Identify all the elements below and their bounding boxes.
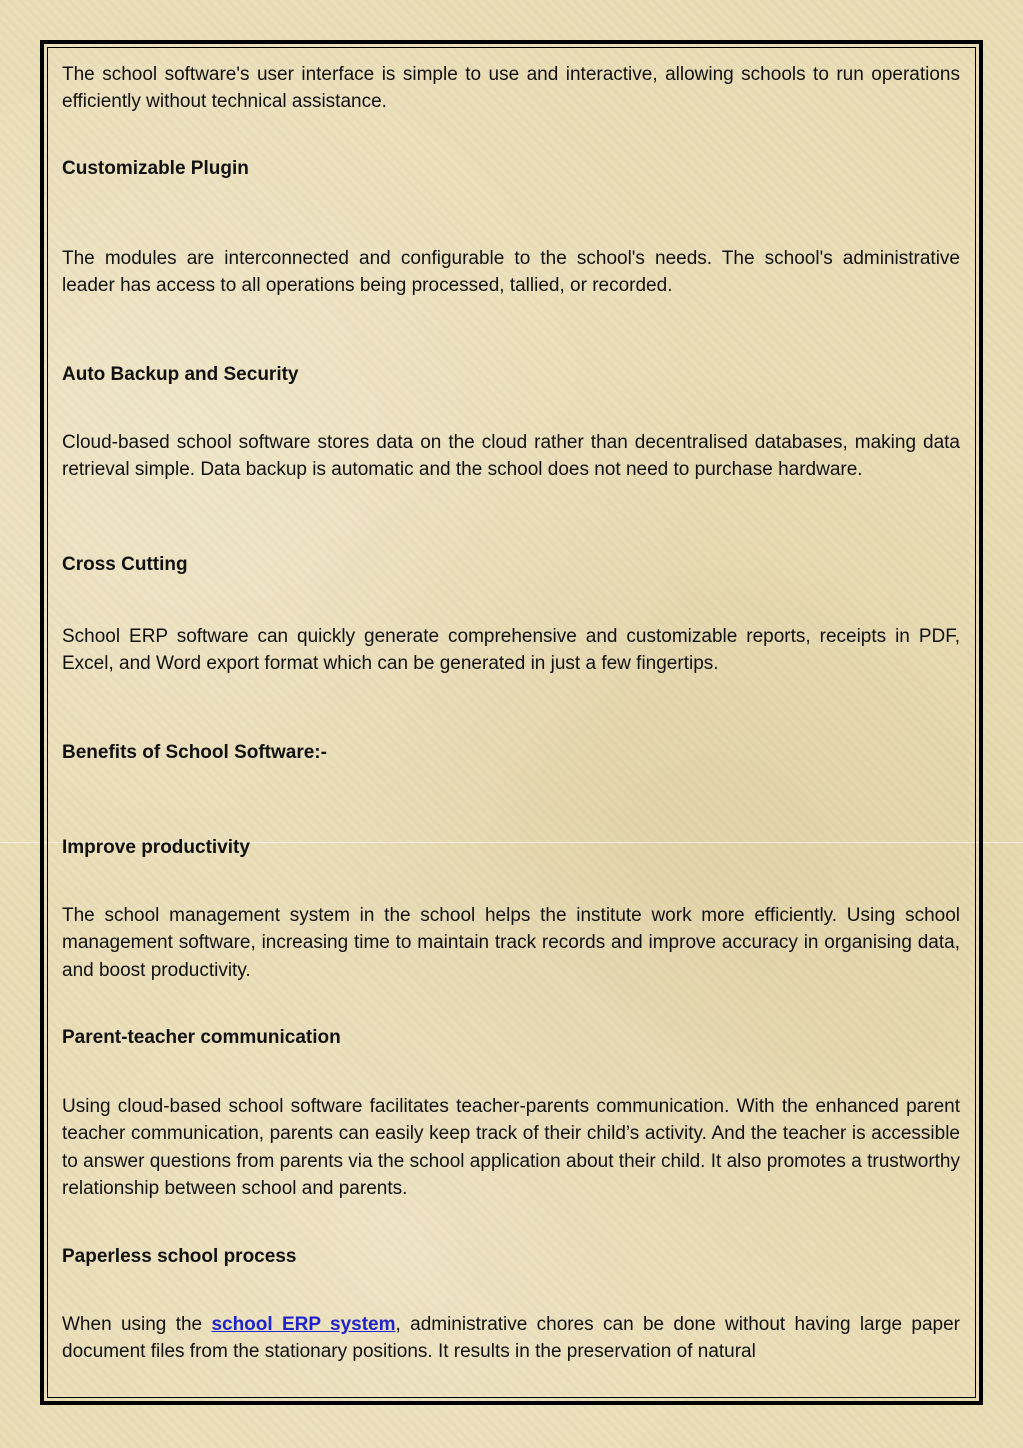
cross-cutting-heading: Cross Cutting (62, 554, 188, 575)
customizable-plugin-paragraph: The modules are interconnected and configurable to the school's needs. The school's administrative leader has access to all operations being processed, tallied, or recorded. (62, 248, 960, 297)
paperless-text-after-link: , administrative chores can be done without having large paper document files from the stationary positions. It results in the preservation of natural (62, 1314, 960, 1363)
parent-teacher-heading: Parent-teacher communication (62, 1027, 341, 1048)
auto-backup-heading: Auto Backup and Security (62, 364, 299, 385)
paperless-heading: Paperless school process (62, 1246, 297, 1267)
improve-productivity-paragraph: The school management system in the school helps the institute work more efficiently. Using school management software, increasing time to maintain track records and improve accuracy in organising data, and boost productivity. (62, 905, 960, 981)
cross-cutting-paragraph: School ERP software can quickly generate comprehensive and customizable reports, receipts in PDF, Excel, and Word export format which can be generated in just a few fingertips. (62, 626, 960, 675)
benefits-heading: Benefits of School Software:- (62, 742, 327, 763)
paperless-text-before-link: When using the (62, 1314, 212, 1335)
auto-backup-paragraph: Cloud-based school software stores data on the cloud rather than decentralised databases, making data retrieval simple. Data backup is automatic and the school does not need to purchase hardware. (62, 432, 960, 481)
parent-teacher-paragraph: Using cloud-based school software facilitates teacher-parents communication. With the enhanced parent teacher communication, parents can easily keep track of their child’s activity. And the teacher is accessible to answer questions from parents via the school application about their child. It also promotes a trustworthy relationship between school and parents. (62, 1096, 960, 1200)
intro-paragraph: The school software's user interface is simple to use and interactive, allowing schools to run operations efficiently without technical assistance. (62, 64, 960, 113)
customizable-plugin-heading: Customizable Plugin (62, 158, 249, 179)
improve-productivity-heading: Improve productivity (62, 837, 250, 858)
school-erp-system-link[interactable]: school ERP system (211, 1314, 396, 1335)
paperless-paragraph (62, 1311, 960, 1366)
